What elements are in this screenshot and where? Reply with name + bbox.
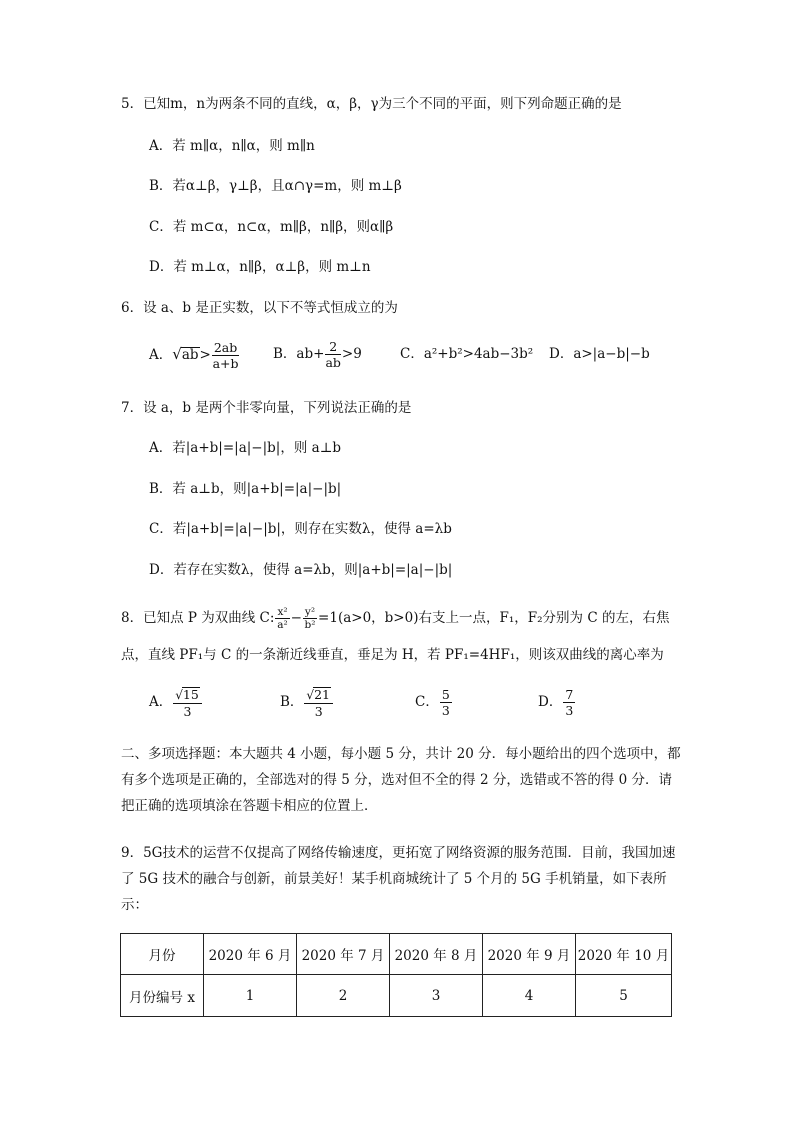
sales-table bbox=[120, 933, 672, 1017]
table-cell: 4 bbox=[483, 975, 576, 1017]
q5-option-a: A．若 m∥α，n∥α，则 m∥n bbox=[149, 138, 315, 154]
q5-option-c: C．若 m⊂α，n⊂α，m∥β，n∥β，则α∥β bbox=[149, 219, 394, 235]
table-cell: 2020 年 10 月 bbox=[576, 934, 672, 975]
q8-y-fraction: $\frac{\text{y²}}{\text{b²}}$ bbox=[304, 606, 316, 631]
q8-x-fraction: $\frac{\text{x²}}{\text{a²}}$ bbox=[277, 606, 288, 631]
q8-stem: 8．已知点 P 为双曲线 C: $\frac{\text{x²}}{\text{a²}}$ − $\frac{\text{y²}}{\text{b²}}$ =1(a>0，b>0)右支上一点，F₁，F₂分别为 C 的左，右焦 bbox=[121, 606, 670, 631]
table-cell: 月份 bbox=[121, 934, 204, 975]
table-row bbox=[121, 975, 672, 1017]
q6-option-c: C．a²+b²>4ab−3b² bbox=[400, 346, 534, 362]
q5-option-b: B．若α⊥β，γ⊥β，且α∩γ=m，则 m⊥β bbox=[149, 178, 402, 194]
section-2-instructions: 二、多项选择题：本大题共 4 小题，每小题 5 分，共计 20 分．每小题给出的四个选项中，都有多个选项是正确的，全部选对的得 5 分，选对但不全的得 2 分，选错或不答的得 0 分．请把正确的选项填涂在答题卡相应的位置上． bbox=[121, 746, 681, 814]
table-cell: 2020 年 6 月 bbox=[204, 934, 297, 975]
q8-option-a: A． $\frac{√15}{3}$ bbox=[149, 684, 203, 720]
q7-stem: 7．设 a，b 是两个非零向量，下列说法正确的是 bbox=[121, 400, 412, 416]
q6-a-fraction: $\frac{2ab}{a+b}$ bbox=[212, 340, 239, 371]
table-cell: 2020 年 9 月 bbox=[483, 934, 576, 975]
table-cell: 5 bbox=[576, 975, 672, 1017]
table-cell: 月份编号 x bbox=[121, 975, 204, 1017]
table-row bbox=[121, 934, 672, 975]
q5-option-d: D．若 m⊥α，n∥β，α⊥β，则 m⊥n bbox=[149, 259, 371, 275]
q8-option-c: C． $\frac{5}{3}$ bbox=[415, 687, 450, 718]
q6-stem: 6．设 a、b 是正实数，以下不等式恒成立的为 bbox=[121, 300, 398, 316]
table-cell: 3 bbox=[390, 975, 483, 1017]
table-cell: 2020 年 8 月 bbox=[390, 934, 483, 975]
table-cell: 1 bbox=[204, 975, 297, 1017]
q6-a-radicand: ab bbox=[181, 347, 199, 363]
q7-option-b: B．若 a⊥b，则|a+b|=|a|−|b| bbox=[149, 481, 342, 497]
table-cell: 2020 年 7 月 bbox=[297, 934, 390, 975]
q8-option-b: B． $\frac{√21}{3}$ bbox=[280, 684, 334, 720]
q6-option-a: A．√ab> $\frac{2ab}{a+b}$ bbox=[149, 340, 239, 371]
q6-option-b: B．ab+ $\frac{2}{ab}$ >9 bbox=[273, 339, 362, 370]
q7-option-a: A．若|a+b|=|a|−|b|，则 a⊥b bbox=[149, 440, 342, 456]
q7-option-c: C．若|a+b|=|a|−|b|，则存在实数λ，使得 a=λb bbox=[149, 521, 452, 537]
q8-stem-line2: 点，直线 PF₁与 C 的一条渐近线垂直，垂足为 H，若 PF₁=4HF₁，则该双曲线的离心率为 bbox=[121, 647, 664, 663]
q8-option-d: D． $\frac{7}{3}$ bbox=[538, 687, 574, 718]
table-cell: 2 bbox=[297, 975, 390, 1017]
q6-b-fraction: $\frac{2}{ab}$ bbox=[325, 339, 341, 370]
q6-option-d: D．a>|a−b|−b bbox=[549, 346, 650, 362]
q9-stem: 9．5G技术的运营不仅提高了网络传输速度，更拓宽了网络资源的服务范围．目前，我国加速了 5G 技术的融合与创新，前景美好！某手机商城统计了 5 个月的 5G 手机销量，如下表所示： bbox=[121, 845, 676, 913]
q5-stem: 5．已知m，n为两条不同的直线，α，β，γ为三个不同的平面，则下列命题正确的是 bbox=[121, 96, 622, 112]
q7-option-d: D．若存在实数λ，使得 a=λb，则|a+b|=|a|−|b| bbox=[149, 562, 453, 578]
